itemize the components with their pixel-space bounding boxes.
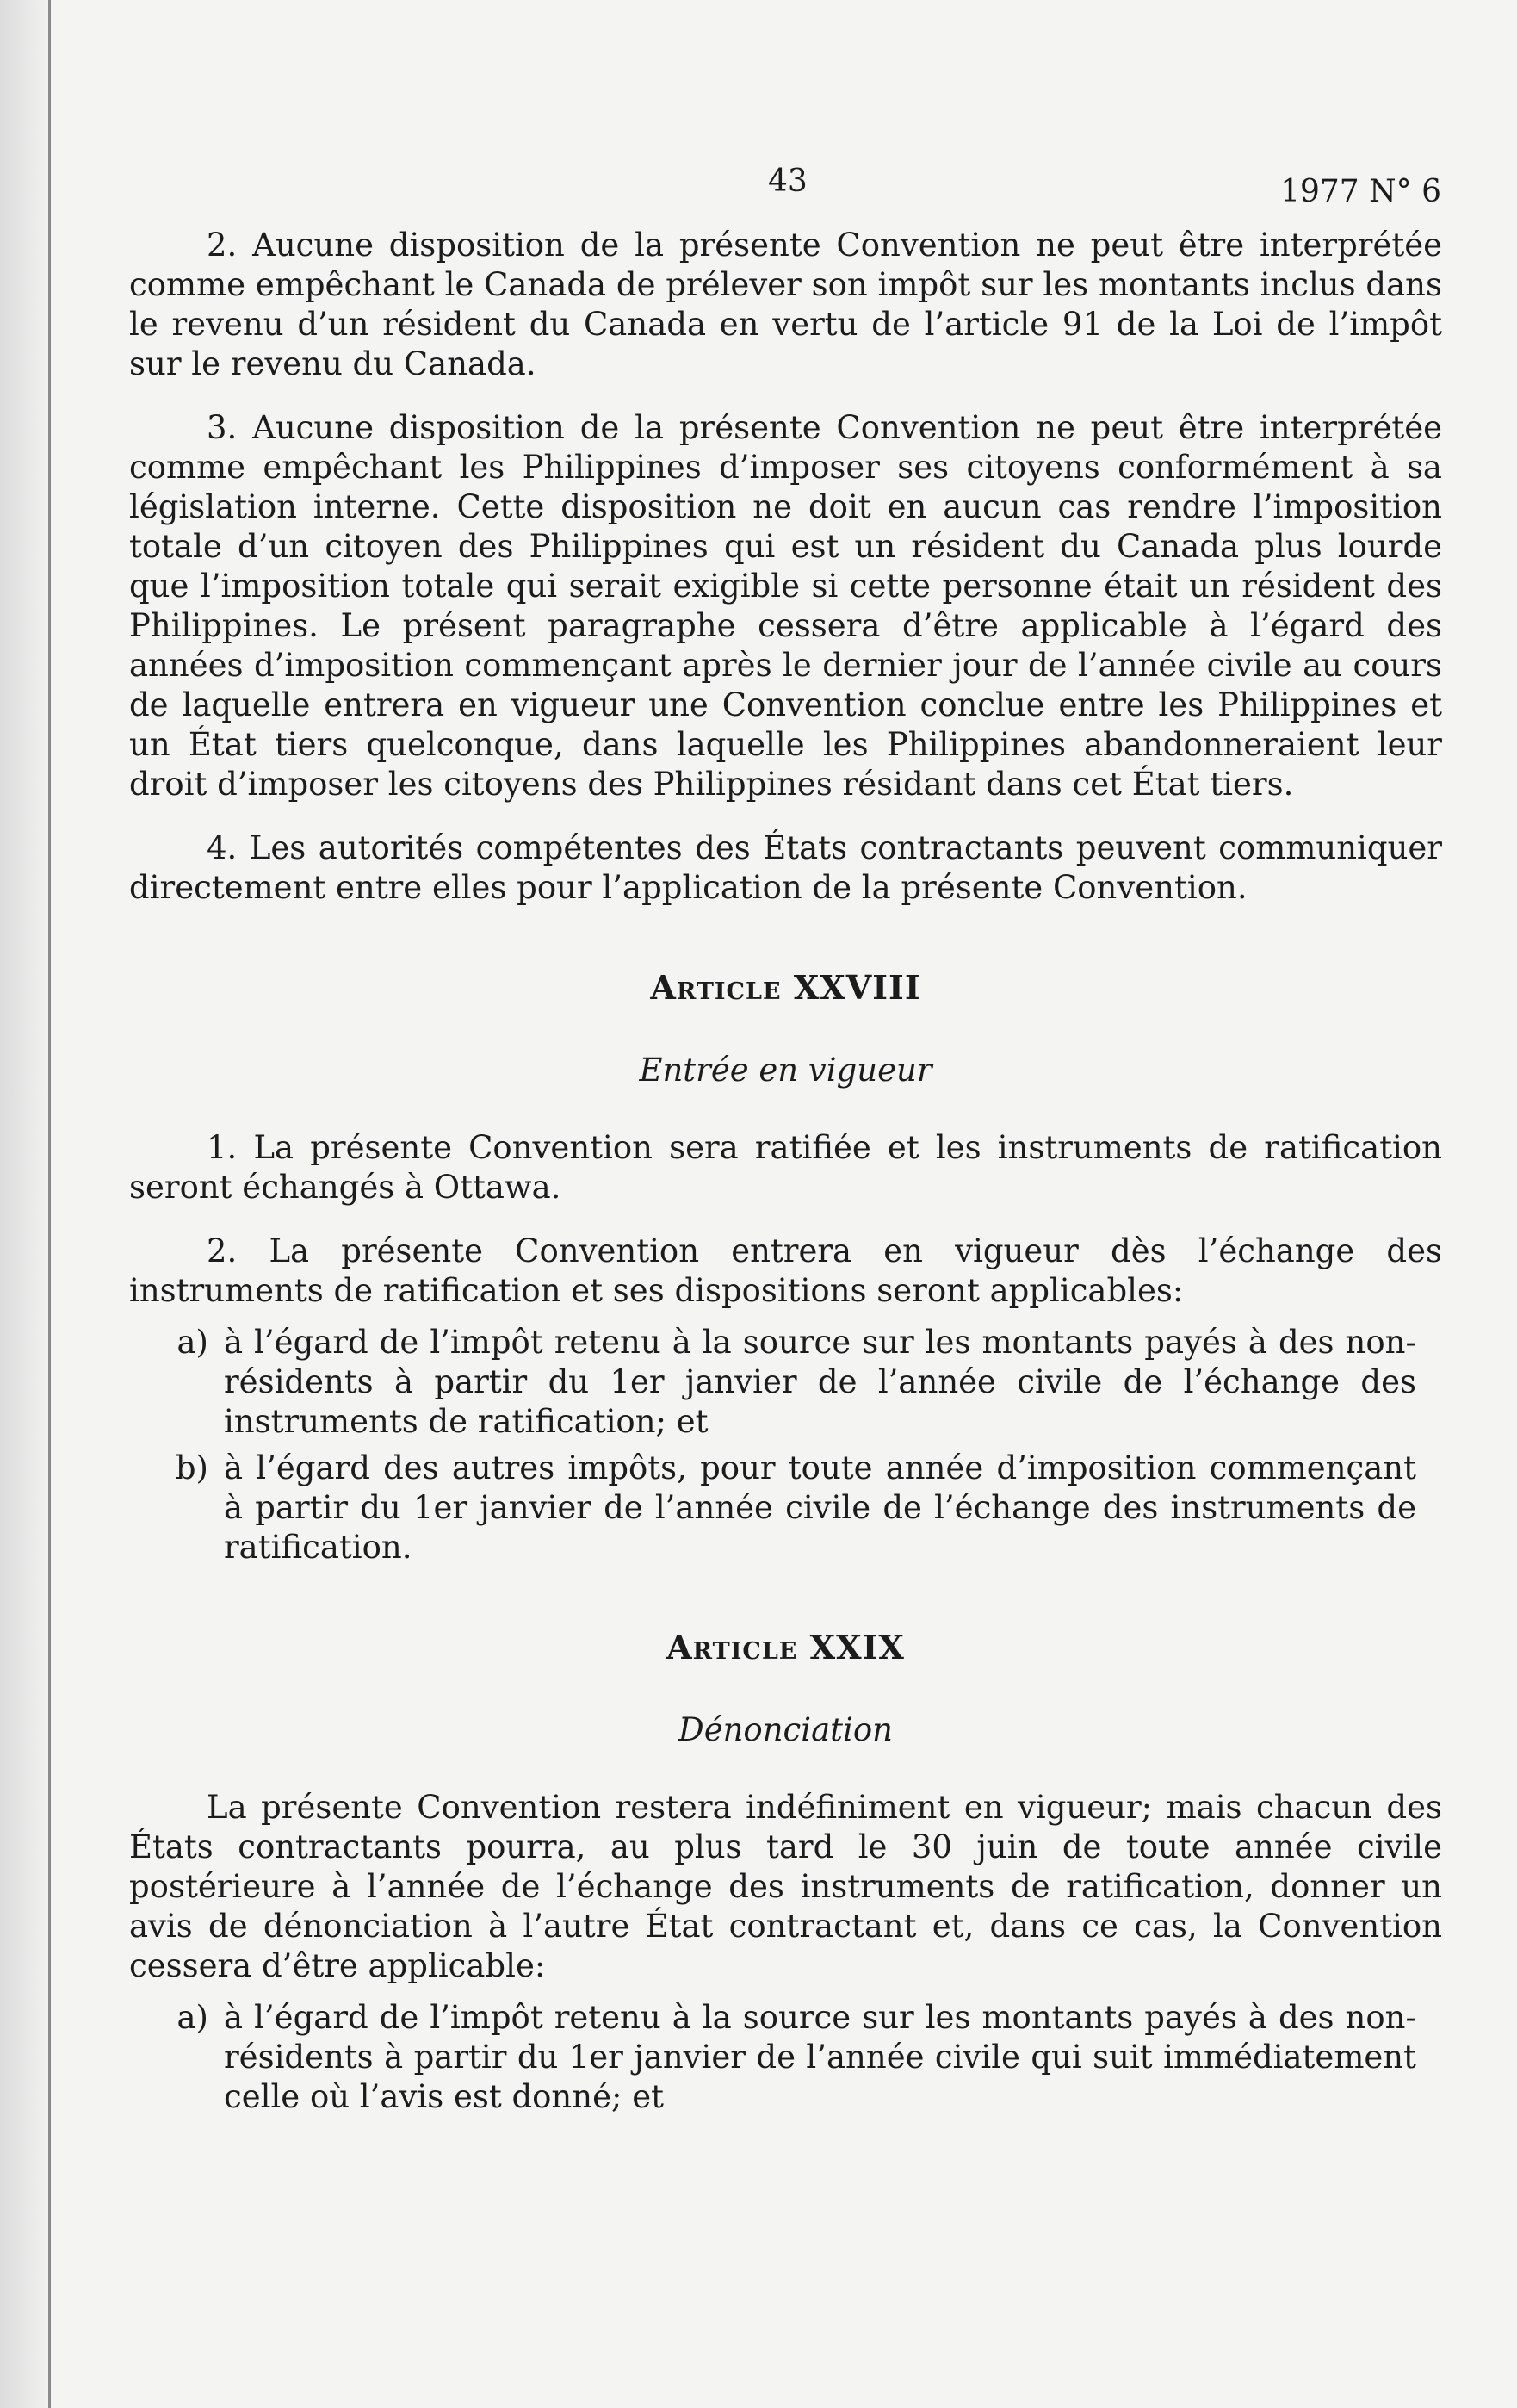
article-28-subheading: Entrée en vigueur: [639, 1052, 932, 1089]
article-27-paragraph-2: 2. Aucune disposition de la présente Convention ne peut être interprétée comme empêchant le Canada de prélever son impôt sur les montants inclus dans le revenu d’un résident du Canada en vertu de l’article 91 de la Loi de l’impôt sur le revenu du Canada.: [129, 227, 1442, 382]
statute-reference: 1977 N° 6: [1280, 174, 1441, 209]
list-item: [129, 1449, 1442, 1567]
article-29-subheading: Dénonciation: [678, 1711, 893, 1748]
article-28-paragraph-1: 1. La présente Convention sera ratifiée et les instruments de ratification seront échangés à Ottawa.: [129, 1129, 1442, 1206]
article-28-paragraph-2: 2. La présente Convention entrera en vigueur dès l’échange des instruments de ratification et ses dispositions seront applicables:: [129, 1232, 1442, 1309]
list-marker: a): [176, 1324, 208, 1361]
article-29-heading: Article XXIX: [666, 1628, 905, 1666]
list-item: [129, 1998, 1442, 2117]
list-item: [129, 1323, 1442, 1442]
list-item-text: à l’égard des autres impôts, pour toute année d’imposition commençant à partir du 1er janvier de l’année civile de l’échange des instruments de ratification.: [224, 1449, 1416, 1566]
page-binding-shadow: [0, 0, 55, 2408]
article-27-paragraph-4: 4. Les autorités compétentes des États contractants peuvent communiquer directement entre elles pour l’application de la présente Convention.: [129, 829, 1442, 906]
list-marker: a): [176, 1999, 208, 2036]
article-28-heading: Article XXVIII: [650, 968, 921, 1007]
list-item-text: à l’égard de l’impôt retenu à la source sur les montants payés à des non-résidents à partir du 1er janvier de l’année civile qui suit immédiatement celle où l’avis est donné; et: [224, 1999, 1416, 2115]
article-29-paragraph-1: La présente Convention restera indéfiniment en vigueur; mais chacun des États contractants pourra, au plus tard le 30 juin de toute année civile postérieure à l’année de l’échange des instruments de ratification, donner un avis de dénonciation à l’autre État contractant et, dans ce cas, la Convention cessera d’être applicable:: [129, 1789, 1442, 1984]
article-29-list: [129, 1998, 1442, 2117]
page-number: 43: [768, 164, 808, 199]
page-binding-edge: [48, 0, 51, 2408]
article-27-paragraph-3: 3. Aucune disposition de la présente Convention ne peut être interprétée comme empêchant les Philippines d’imposer ses citoyens conformément à sa législation interne. Cette disposition ne doit en aucun cas rendre l’imposition totale d’un citoyen des Philippines qui est un résident du Canada plus lourde que l’imposition totale qui serait exigible si cette personne était un résident des Philippines. Le présent paragraphe cessera d’être applicable à l’égard des années d’imposition commençant après le dernier jour de l’année civile au cours de laquelle entrera en vigueur une Convention conclue entre les Philippines et un État tiers quelconque, dans laquelle les Philippines abandonneraient leur droit d’imposer les citoyens des Philippines résidant dans cet État tiers.: [129, 409, 1442, 803]
list-marker: b): [175, 1449, 208, 1486]
list-item-text: à l’égard de l’impôt retenu à la source sur les montants payés à des non-résidents à partir du 1er janvier de l’année civile de l’échange des instruments de ratification; et: [224, 1324, 1416, 1440]
document-body: [129, 155, 1442, 2124]
article-28-list: [129, 1323, 1442, 1567]
